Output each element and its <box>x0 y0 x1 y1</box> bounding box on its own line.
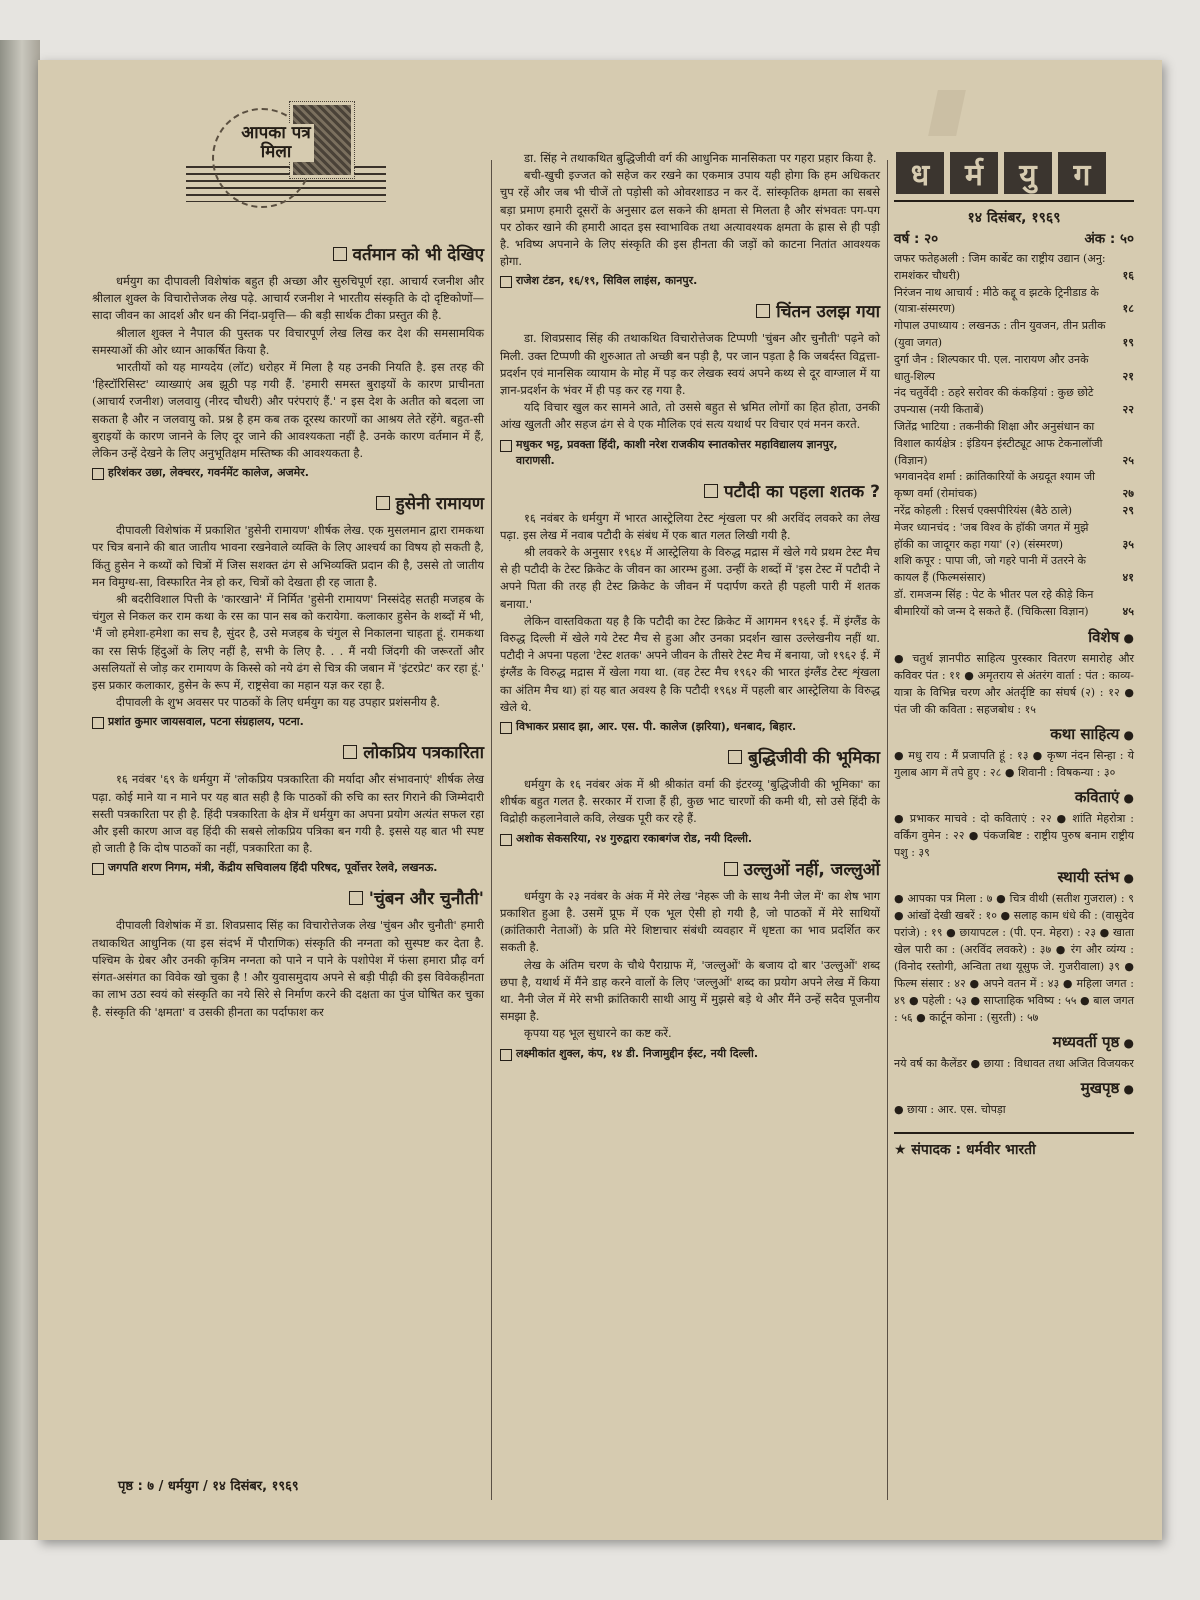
letters-column-2 <box>500 150 880 1068</box>
checkbox-icon <box>728 750 742 764</box>
letters-column-1 <box>92 232 484 1021</box>
toc-page: ४१ <box>1122 571 1134 585</box>
toc-page: १८ <box>1122 302 1134 316</box>
letter-paragraph: लेख के अंतिम चरण के चौथे पैराग्राफ में, 'जल्लुओं' के बजाय दो बार 'उल्लुओं' शब्द छपा है, यथार्थ में मैंने डाह करने वालों के लिए 'जल्लुओं' शब्द का प्रयोग अपने लेख में किया था. नैनी जेल में मेरे सभी क्रांतिकारी साथी आयु में मुझसे बड़े थे और मैंने उन्हें सदैव पूजनीय समझा है. <box>500 957 880 1024</box>
letter-heading-text: लोकप्रिय पत्रकारिता <box>363 743 484 764</box>
toc-entry <box>894 419 1134 469</box>
toc-page: ३५ <box>1122 537 1134 551</box>
letter-paragraph: १६ नवंबर '६९ के धर्मयुग में 'लोकप्रिय पत्रकारिता की मर्यादा और संभावनाएं' शीर्षक लेख पढ़ा. कोई माने या न माने पर यह बात सही है कि पाठकों की रुचि का स्तर गिराने की जिम्मेदारी सस्ती पत्रकारिता पर ही है. हिंदी पत्रकारिता के क्षेत्र में धर्मयुग का अपना प्रयोग अत्यंत सफल रहा और इसी कारण आज वह हिंदी की सबसे लोकप्रिय पत्रिका बन गयी है. इससे यह बात भी स्पष्ट हो जाती है कि दोष पाठकों का नहीं, पत्रकारिता का है. <box>92 772 484 856</box>
toc-page: २१ <box>1122 369 1134 383</box>
issue-number: अंक : ५० <box>1084 231 1134 247</box>
checkbox-icon <box>349 891 363 905</box>
toc-title: डॉ. रामजन्म सिंह : पेट के भीतर पल रहे कीड़े किन बीमारियों को जन्म दे सकते हैं. (चिकित्सा विज्ञान) <box>894 587 1094 618</box>
toc-entry <box>894 469 1134 503</box>
letter-paragraph: भारतीयों को यह माग्यदेय (लॉट) धरोहर में मिला है यह उनकी नियति है. इस तरह की 'हिस्टॉरिसिस्ट' व्याख्याएं अब झूठी पड़ गयी हैं. 'हमारी समस्त बुराइयों के कारण प्राचीनता (आचार्य रजनीश) जलवायु (नीरद चौधरी) और परंपराएं हैं.' न इस देश के अतीत को बदला जा सकता है और न जलवायु को. प्रश्न है हम कब तक दूरस्थ कारणों का आश्रय लेते रहेंगे. बहुत-सी बुराइयों के कारण जानने के लिए दूर जाने की आवश्यकता नहीं है. उनके कारण वर्तमान में हैं, लेकिन उन्हें देखने के लिए अनुभूतिक्षम मस्तिष्क की आवश्यकता है. <box>92 360 484 461</box>
letter-paragraph: धर्मयुग के २३ नवंबर के अंक में मेरे लेख 'नेहरू जी के साथ नैनी जेल में' का शेष भाग प्रकाशित हुआ है. उसमें प्रूफ में एक भूल ऐसी हो गयी है, जो पाठकों में मेरे साथियों (क्रांतिकारी नेताओं) के प्रति मेरे शिष्टाचार संबंधी व्यवहार में धृष्टता का भाव प्रदर्शित कर सकती है. <box>500 888 880 955</box>
checkbox-icon <box>333 247 347 261</box>
section-text: ● मधु राय : मैं प्रजापति हूं : १३ ● कृष्ण नंदन सिन्हा : ये गुलाब आग में तपे हुए : २८ ● शिवानी : विषकन्या : ३० <box>894 748 1134 779</box>
column-divider <box>491 160 492 1500</box>
letter-heading <box>500 479 880 502</box>
section-title: स्थायी स्तंभ ● <box>894 867 1134 887</box>
toc-title: निरंजन नाथ आचार्य : मीठे कद्दू व झटके ट्रिनीडाड के (यात्रा-संस्मरण) <box>894 285 1099 316</box>
letter-signature: मधुकर भट्ट, प्रवक्ता हिंदी, काशी नरेश राजकीय स्नातकोत्तर महाविद्यालय ज्ञानपुर, वाराणसी. <box>500 437 880 469</box>
letter-heading-text: पटौदी का पहला शतक ? <box>724 481 880 502</box>
letter-heading-text: हुसेनी रामायण <box>395 494 484 515</box>
letter-paragraph: श्री बदरीविशाल पित्ती के 'कारखाने' में निर्मित 'हुसेनी रामायण' निस्संदेह सतही मजहब के चंगुल से निकल कर राम कथा के रस का पान सब को करायेगा. कलाकार हुसेन के शब्दों में भी, 'मैं जो हमेशा-हमेशा का सच है, सुंदर है, उसे मजहब के चंगुल से निकालना चाहता हूं. रामकथा का रस सिर्फ हिंदुओं के लिए नहीं है, सभी के लिए है. . . मैं नयी जिंदगी की जरूरतों और असलियतों से जोड़ कर रामायण के किस्से को नये ढंग से चित्र की जबान में 'इंटरप्रेट' कर रहा हूं.' इस प्रकार कलाकार, हुसेन के रूप में, राष्ट्रसेवा का महान यज्ञ कर रहा है. <box>92 592 484 693</box>
table-of-contents <box>894 251 1134 621</box>
toc-title: जफर फतेहअली : जिम कार्बेट का राष्ट्रीय उद्यान (अनु: रामशंकर चौधरी) <box>894 252 1106 282</box>
toc-title: नरेंद्र कोहली : रिसर्च एक्सपीरियंस (बैठे ठाले) <box>894 503 1073 517</box>
checkbox-icon <box>756 304 770 318</box>
letter-signature: जगपति शरण निगम, मंत्री, केंद्रीय सचिवालय हिंदी परिषद, पूर्वोत्तर रेलवे, लखनऊ. <box>92 860 484 876</box>
toc-page: २९ <box>1122 503 1134 517</box>
toc-title: जितेंद्र भाटिया : तकनीकी शिक्षा और अनुसंधान का विशाल कार्यक्षेत्र : इंडियन इंस्टीट्यूट आफ टेकनालॉजी (विज्ञान) <box>894 419 1103 467</box>
letter-paragraph: १६ नवंबर के धर्मयुग में भारत आस्ट्रेलिया टेस्ट शृंखला पर श्री अरविंद लवकरे का लेख पढ़ा. इस लेख में नवाब पटौदी के संबंध में एक बात गलत लिखी गयी है. <box>500 510 880 542</box>
letter-signature: लक्ष्मीकांत शुक्ल, कंप, १४ डी. निजामुद्दीन ईस्ट, नयी दिल्ली. <box>500 1046 880 1062</box>
letter-paragraph: श्री लवकरे के अनुसार १९६४ में आस्ट्रेलिया के विरुद्ध मद्रास में खेले गये प्रथम टेस्ट मैच से ही पटौदी के टेस्ट क्रिकेट के जीवन का आरम्भ हुआ. उन्हीं के शब्दों में 'इस टेस्ट में पटौदी ने अपने पिता की तरह ही टेस्ट क्रिकेट के जीवन में पदार्पण करते ही पहली पारी में शतक बनाया.' <box>500 545 880 611</box>
toc-entry <box>894 318 1134 352</box>
masthead-letter: ग <box>1058 152 1106 194</box>
letter-heading-text: बुद्धिजीवी की भूमिका <box>748 748 880 769</box>
page-tab <box>928 90 966 136</box>
toc-title: नंद चतुर्वेदी : ठहरे सरोवर की कंकड़ियां : कुछ छोटे उपन्यास (नयी किताबें) <box>894 386 1094 417</box>
toc-page: २७ <box>1122 487 1134 501</box>
section-title: कथा साहित्य ● <box>894 724 1134 744</box>
toc-title: मेजर ध्यानचंद : 'जब विश्व के हॉकी जगत में मुझे हॉकी का जादूगर कहा गया' (२) (संस्मरण) <box>894 520 1089 551</box>
section-text: ● प्रभाकर माचवे : दो कविताएं : २२ ● शांति मेहरोत्रा : वर्किंग वुमेन : २२ ● पंकजबिष्ट : राष्ट्रीय पुरुष बनाम राष्ट्रीय पशु : ३९ <box>894 811 1134 859</box>
toc-page: १६ <box>1122 268 1134 282</box>
checkbox-icon <box>724 862 738 876</box>
letter-heading <box>92 886 484 909</box>
letter-heading <box>92 740 484 763</box>
letter-signature: अशोक सेकसरिया, २४ गुरुद्वारा रकाबगंज रोड, नयी दिल्ली. <box>500 831 880 847</box>
letter-paragraph: लेकिन वास्तविकता यह है कि पटौदी का टेस्ट क्रिकेट में आगमन १९६२ ई. में इंग्लैंड के विरुद्ध दिल्ली में खेले गये टेस्ट मैच से हुआ और उनका प्रदर्शन खास उल्लेखनीय नहीं था. पटौदी ने अपना पहला 'टेस्ट शतक' अपने जीवन के तीसरे टेस्ट मैच में बनाया, जो १९६२ ई. में इंग्लैंड के विरुद्ध मद्रास में खेला गया था. (वह टेस्ट मैच १९६२ की भारत इंग्लैंड टेस्ट शृंखला का अंतिम मैच था) हां यह बात अवश्य है कि पटौदी १९६४ में पहली बार आस्ट्रेलिया के विरुद्ध खेले थे. <box>500 613 880 714</box>
section-text: नये वर्ष का कैलेंडर ● छाया : विधावत तथा अजित विजयकर <box>894 1056 1134 1070</box>
letter-paragraph: कृपया यह भूल सुधारने का कष्ट करें. <box>524 1026 672 1041</box>
contents-column <box>894 152 1134 1159</box>
toc-page: २२ <box>1122 403 1134 417</box>
column-title: आपका पत्र मिला <box>238 124 314 162</box>
toc-entry <box>894 587 1134 621</box>
section-text: ● छाया : आर. एस. चोपड़ा <box>894 1102 1006 1116</box>
letters-column-stamp <box>186 102 406 212</box>
section-title: मुखपृष्ठ ● <box>894 1078 1134 1098</box>
masthead-letter: यु <box>1004 152 1052 194</box>
section-title: मध्यवर्ती पृष्ठ ● <box>894 1032 1134 1052</box>
letter-heading-text: उल्लुओं नहीं, जल्लुओं <box>743 859 880 880</box>
toc-title: गोपाल उपाध्याय : लखनऊ : तीन युवजन, तीन प्रतीक (युवा जगत) <box>894 319 1106 349</box>
toc-page: १९ <box>1122 335 1134 349</box>
toc-entry <box>894 503 1134 520</box>
masthead-letter: र्म <box>950 152 998 194</box>
toc-page: २५ <box>1122 453 1134 467</box>
letter-paragraph: दीपावली विशेषांक में डा. शिवप्रसाद सिंह का विचारोत्तेजक लेख 'चुंबन और चुनौती' हमारी तथाकथित आधुनिक (या इस संदर्भ में पौराणिक) संस्कृति की नग्नता को सुस्पष्ट कर देता है. पश्चिम के ग्रेबर और उनकी कृत्रिम नग्नता को पाने न पाने के पशोपेश में फंसा हमारा प्रौढ़ वर्ग संगत-असंगत का विवेक खो चुका है ! और युवासमुदाय अपने से बड़ी पीढ़ी की इस विवेकहीनता का लाभ उठा स्वयं को संस्कृति का नये सिरे से निर्माण करने की दक्षता का पुंज घोषित कर चुका है. संस्कृति की 'क्षमता' व उसकी हीनता का पर्दाफाश कर <box>92 918 484 1019</box>
letter-paragraph: दीपावली के शुभ अवसर पर पाठकों के लिए धर्मयुग का यह उपहार प्रशंसनीय है. <box>116 695 441 710</box>
toc-entry <box>894 520 1134 554</box>
letter-paragraph: बची-खुची इज्जत को सहेज कर रखने का एकमात्र उपाय यही होगा कि हम अधिकतर चुप रहें और जब भी चीजें तो पड़ोसी को ओवरशाडउ न कर दें. सांस्कृतिक क्षमता का सबसे बड़ा प्रमाण हमारी दूसरों के अनुसार ढल सकने की क्षमता से मिलता है और संभवतः पग-पग पर ठोकर खाने की हमारी आदत इस स्वाभाविक तथा अत्यावश्यक क्षमता के ह्रास से ही पड़ी है. भविष्य अपनाने के लिए संस्कृति की इस हीनता की जड़ों को काटना नितांत आवश्यक होगा. <box>500 168 880 269</box>
checkbox-icon <box>343 745 357 759</box>
toc-entry <box>894 352 1134 386</box>
toc-title: शशि कपूर : पापा जी, जो गहरे पानी में उतरने के कायल हैं (फिल्मसंसार) <box>894 554 1086 585</box>
contents-sections <box>894 627 1134 1118</box>
section-text: ● आपका पत्र मिला : ७ ● चित्र वीथी (सतीश गुजराल) : ९ ● आंखों देखी खबरें : १० ● सलाह काम धंधे की : (वासुदेव परांजे) : १९ ● छायापटल : (पी. एन. मेहरा) : २३ ● खाता खेल पारी का : (अरविंद लवकरे) : ३७ ● रंग और व्यंग्य : (विनोद रस्तोगी, अन्विता तथा यूसुफ जे. गुजरीवाला) ३९ ● फिल्म संसार : ४२ ● अपने वतन में : ४३ ● महिला जगत : ४९ ● पहेली : ५३ ● साप्ताहिक भविष्य : ५५ ● बाल जगत : ५६ ● कार्टून कोना : (सुरती) : ५७ <box>894 891 1134 1024</box>
toc-title: भगवानदेव शर्मा : क्रांतिकारियों के अग्रदूत श्याम जी कृष्ण वर्मा (रोमांचक) <box>894 470 1095 501</box>
checkbox-icon <box>704 484 718 498</box>
masthead <box>896 152 1134 194</box>
letter-heading <box>500 857 880 880</box>
masthead-letter: ध <box>896 152 944 194</box>
editor-credit: ★ संपादक : धर्मवीर भारती <box>894 1132 1134 1159</box>
letter-heading <box>92 491 484 514</box>
page-footer: पृष्ठ : ७ / धर्मयुग / १४ दिसंबर, १९६९ <box>118 1479 299 1494</box>
letter-paragraph: धर्मयुग के १६ नवंबर अंक में श्री श्रीकांत वर्मा की इंटरव्यू 'बुद्धिजीवी की भूमिका' का शीर्षक बहुत गलत है. सरकार में राजा हैं ही, कुछ भाट चारणों की कमी थी, सो उसे हिंदी के विद्रोही कहलानेवाले कवि, लेखक पूरी कर रहे हैं. <box>500 777 880 826</box>
letter-paragraph: श्रीलाल शुक्ल ने नैपाल की पुस्तक पर विचारपूर्ण लेख लिख कर देश की समसामयिक समस्याओं की ओर ध्यान आकर्षित किया है. <box>92 325 484 357</box>
letter-signature: प्रशांत कुमार जायसवाल, पटना संग्रहालय, पटना. <box>92 714 484 730</box>
issue-date: १४ दिसंबर, १९६९ <box>967 210 1061 226</box>
letter-heading-text: 'चुंबन और चुनौती' <box>368 889 484 910</box>
volume-number: वर्ष : २० <box>894 231 939 247</box>
toc-title: दुर्गा जैन : शिल्पकार पी. एल. नारायण और उनके धातु-शिल्प <box>894 352 1089 383</box>
magazine-page <box>38 60 1162 1540</box>
column-divider <box>887 160 888 1500</box>
letter-heading-text: चिंतन उलझ गया <box>776 302 880 323</box>
letter-paragraph: यदि विचार खुल कर सामने आते, तो उससे बहुत से भ्रमित लोगों का हित होता, उनकी आंख खुलती और सहज ढंग से वे एक मौलिक एवं सत्य यथार्थ पर विचार एवं मनन करते. <box>500 400 880 432</box>
letter-paragraph: डा. शिवप्रसाद सिंह की तथाकथित विचारोत्तेजक टिप्पणी 'चुंबन और चुनौती' पढ़ने को मिली. उक्त टिप्पणी की शुरुआत तो अच्छी बन पड़ी है, पर जान पड़ता है कि जबर्दस्त विद्वत्ता-प्रदर्शन एवं मानसिक व्यायाम के मोह में पड़ कर लेखक स्वयं अपने कथ्य से दूर वाग्जाल में या ज्ञान-प्रदर्शन के भंवर में ही पड़ कर रह गया है. <box>500 331 880 398</box>
letter-paragraph: दीपावली विशेषांक में प्रकाशित 'हुसेनी रामायण' शीर्षक लेख. एक मुसलमान द्वारा रामकथा पर चित्र बनाने की बात जातीय भावना रखनेवाले व्यक्ति के लिए आश्चर्य का विषय हो सकती है, किंतु हुसेन ने कथ्यों को चित्रों में जिस सशक्त ढंग से अभिव्यक्ति प्रदान की है, उससे तो जातीय मन विमुग्ध-सा, विस्फारित नेत्र हो कर, चित्रों को देखता ही रह जाता है. <box>92 523 484 589</box>
section-title: विशेष ● <box>894 627 1134 647</box>
letter-heading <box>500 745 880 768</box>
toc-page: ४५ <box>1122 604 1134 618</box>
previous-page-edge <box>0 40 40 1540</box>
letter-signature: हरिशंकर उछा, लेक्चरर, गवर्नमेंट कालेज, अजमेर. <box>92 465 484 481</box>
masthead-rule <box>894 200 1134 202</box>
letter-signature: विभाकर प्रसाद झा, आर. एस. पी. कालेज (झरिया), धनबाद, बिहार. <box>500 719 880 735</box>
section-text: ● चतुर्थ ज्ञानपीठ साहित्य पुरस्कार वितरण समारोह और कविवर पंत : ११ ● अमृतराय से अंतरंग वार्ता : पंत : काव्य-यात्रा के विभिन्न चरण और अंतर्दृष्टि का संघर्ष (२) : १२ ● पंत जी की कविता : सहजबोध : १५ <box>894 651 1134 716</box>
checkbox-icon <box>376 496 390 510</box>
letter-paragraph: धर्मयुग का दीपावली विशेषांक बहुत ही अच्छा और सुरुचिपूर्ण रहा. आचार्य रजनीश और श्रीलाल शुक्ल के विचारोत्तेजक लेख पढ़े. आचार्य रजनीश ने भारतीय संस्कृति के दो दृष्टिकोणों—सादा जीवन का आदर्श और धन की निंदा-प्रवृत्ति— की बड़ी सार्थक टीका प्रस्तुत की है. <box>92 274 484 323</box>
letter-signature: राजेश टंडन, १६/१९, सिविल लाइंस, कानपुर. <box>500 273 880 289</box>
letter-heading <box>92 242 484 265</box>
toc-entry <box>894 553 1134 587</box>
volume-issue <box>894 229 1134 247</box>
letter-heading-text: वर्तमान को भी देखिए <box>352 245 484 265</box>
toc-entry <box>894 251 1134 285</box>
toc-entry <box>894 285 1134 319</box>
letter-paragraph: डा. सिंह ने तथाकथित बुद्धिजीवी वर्ग की आधुनिक मानसिकता पर गहरा प्रहार किया है. <box>524 151 877 165</box>
section-title: कविताएं ● <box>894 787 1134 807</box>
letter-heading <box>500 299 880 322</box>
toc-entry <box>894 385 1134 419</box>
